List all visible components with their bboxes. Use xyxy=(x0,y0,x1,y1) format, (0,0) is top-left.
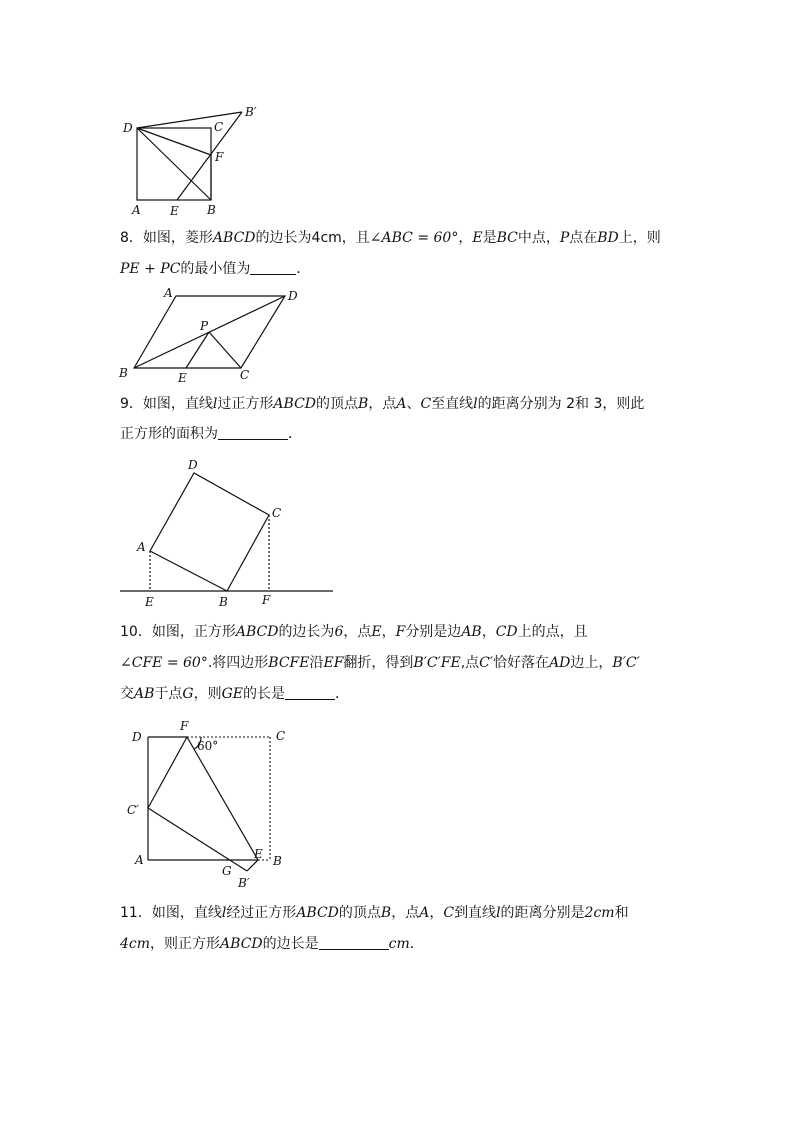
answer-blank-q10[interactable] xyxy=(285,685,335,700)
label-e: E xyxy=(170,204,179,218)
label-a: A xyxy=(135,853,144,867)
label-f: F xyxy=(215,150,224,164)
answer-blank-q9[interactable] xyxy=(218,425,288,440)
q9-line-1: 9．如图，直线l过正方形ABCD的顶点B，点A、C至直线l的距离分别为 2和 3，则此 xyxy=(120,396,645,412)
label-a: A xyxy=(164,286,173,300)
q11-line-1: 11．如图，直线l经过正方形ABCD的顶点B，点A，C到直线l的距离分别是2cm和 xyxy=(120,905,629,921)
label-b-prime: B′ xyxy=(238,876,250,890)
label-e: E xyxy=(254,847,263,861)
diagonal-db xyxy=(137,128,211,200)
segment-fc-prime xyxy=(148,737,187,808)
label-b: B xyxy=(273,854,282,868)
figure-q9 xyxy=(115,455,340,615)
figure-q7 xyxy=(115,100,275,220)
label-e: E xyxy=(178,371,187,385)
answer-blank-q11[interactable] xyxy=(319,935,389,950)
q11-line-2: 4cm，则正方形ABCD的边长是 cm． xyxy=(120,936,424,952)
label-c: C xyxy=(272,506,282,520)
label-b: B xyxy=(119,366,128,380)
segment-b-prime-e xyxy=(177,112,242,200)
q8-line-1: 8．如图，菱形ABCD的边长为4cm，且∠ABC = 60°，E是BC中点，P点在BD上，则 xyxy=(120,230,661,246)
label-d: D xyxy=(188,458,198,472)
angle-label: 60° xyxy=(197,739,219,753)
label-f: F xyxy=(262,593,271,607)
q9-line-2: 正方形的面积为 ． xyxy=(120,426,302,442)
label-b-prime: B′ xyxy=(245,105,257,119)
segment-c-prime-b-prime xyxy=(148,808,247,871)
segment-db-prime xyxy=(137,112,242,128)
label-c: C xyxy=(240,368,250,382)
figure-q10 xyxy=(120,715,300,895)
label-f: F xyxy=(180,719,189,733)
label-e: E xyxy=(145,595,154,609)
label-a: A xyxy=(132,203,141,217)
label-d: D xyxy=(123,121,133,135)
q10-line-2: ∠CFE = 60°.将四边形BCFE沿EF翻折，得到B′C′FE,点C′恰好落在AD边上，B′C′ xyxy=(120,655,640,671)
label-b: B xyxy=(219,595,228,609)
label-d: D xyxy=(288,289,298,303)
label-c-prime: C′ xyxy=(127,803,139,817)
label-g: G xyxy=(222,864,232,878)
label-d: D xyxy=(132,730,142,744)
label-a: A xyxy=(137,540,146,554)
q10-line-1: 10．如图，正方形ABCD的边长为6，点E，F分别是边AB，CD上的点，且 xyxy=(120,624,588,640)
segment-df xyxy=(137,128,211,155)
label-c: C xyxy=(214,120,224,134)
label-p: P xyxy=(200,319,209,333)
q8-line-2: PE + PC的最小值为 ． xyxy=(120,261,311,277)
square-abcd xyxy=(150,473,269,591)
segment-b-prime-e xyxy=(247,860,258,871)
label-b: B xyxy=(207,203,216,217)
label-c: C xyxy=(276,729,286,743)
figure-q8 xyxy=(112,284,312,388)
segment-pc xyxy=(209,332,241,368)
q10-line-3: 交AB于点G，则GE的长是 ． xyxy=(120,686,349,702)
answer-blank-q8[interactable] xyxy=(250,260,296,275)
fold-line-fe xyxy=(187,737,258,860)
